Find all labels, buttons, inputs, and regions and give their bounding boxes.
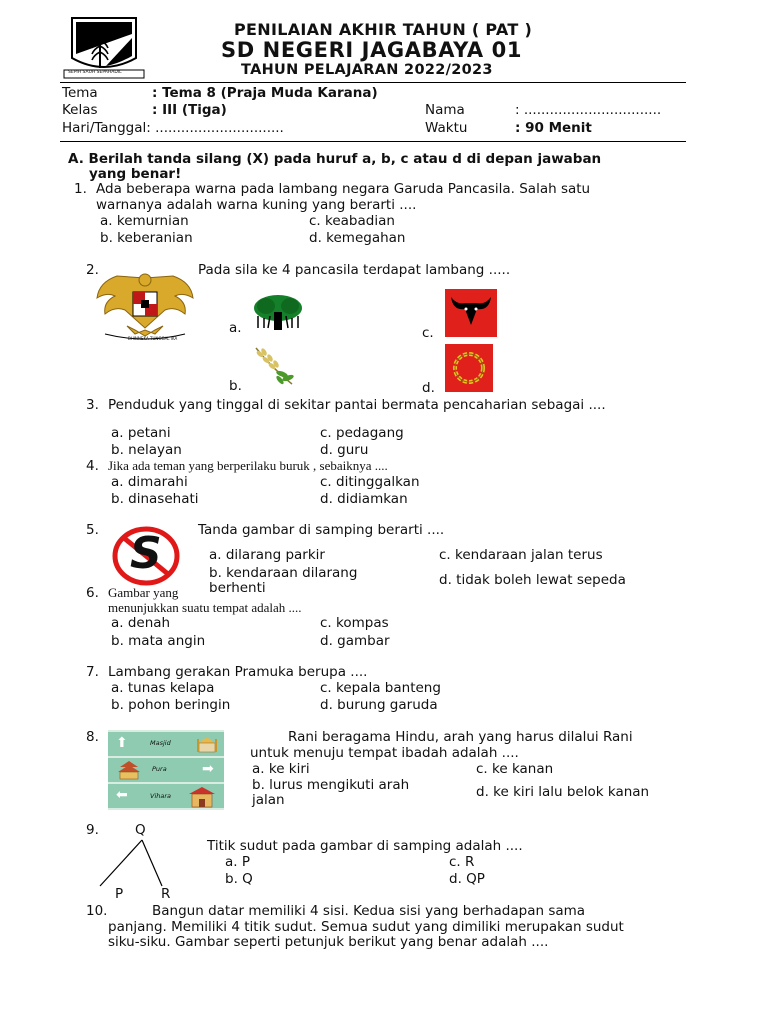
q9-text: Titik sudut pada gambar di samping adalah ....	[207, 838, 523, 854]
q7-text: Lambang gerakan Pramuka berupa ....	[108, 664, 368, 680]
mosque-icon	[196, 733, 218, 753]
garuda-caption: BHINNEKA TUNGGAL IKA	[128, 336, 178, 341]
q1-number: 1.	[74, 181, 87, 197]
arrow-left-icon: ⬅	[116, 787, 128, 803]
q7-option-c[interactable]: c. kepala banteng	[320, 680, 441, 696]
nama-field: : ................................	[515, 102, 662, 118]
q3-option-a[interactable]: a. petani	[111, 425, 171, 441]
q8-text: Rani beragama Hindu, arah yang harus dilalui Rani	[288, 729, 633, 745]
q9-option-d[interactable]: d. QP	[449, 871, 485, 887]
vihara-icon	[188, 786, 216, 808]
q2-option-c[interactable]: c.	[422, 325, 434, 341]
q5-option-b[interactable]: b. kendaraan dilarang	[209, 565, 358, 581]
info-divider	[60, 141, 686, 142]
q1-text-cont: warnanya adalah warna kuning yang berarti ....	[96, 197, 417, 213]
q10-text-cont: panjang. Memiliki 4 titik sudut. Semua sudut yang dimiliki merupakan sudut	[108, 919, 624, 935]
logo-motto: SEPIH SAUH SEPAHADIL	[68, 70, 122, 75]
exam-title: PENILAIAN AKHIR TAHUN ( PAT )	[234, 20, 533, 39]
q2-text: Pada sila ke 4 pancasila terdapat lambang .....	[198, 262, 511, 278]
q1-option-b[interactable]: b. keberanian	[100, 230, 193, 246]
beringin-tree-icon[interactable]	[252, 294, 304, 332]
school-year: TAHUN PELAJARAN 2022/2023	[241, 62, 493, 78]
q5-option-a[interactable]: a. dilarang parkir	[209, 547, 325, 563]
angle-figure	[96, 836, 186, 888]
waktu-label: Waktu	[425, 120, 468, 136]
q8-text-cont: untuk menuju tempat ibadah adalah ....	[250, 745, 519, 761]
q2-number: 2.	[86, 262, 99, 278]
q9-option-a[interactable]: a. P	[225, 854, 250, 870]
section-instruction: A. Berilah tanda silang (X) pada huruf a, b, c atau d di depan jawaban	[68, 151, 602, 167]
q3-option-d[interactable]: d. guru	[320, 442, 369, 458]
q2-option-b[interactable]: b.	[229, 378, 242, 394]
garuda-pancasila-icon	[95, 270, 195, 344]
q1-option-c[interactable]: c. keabadian	[309, 213, 395, 229]
q10-number: 10.	[86, 903, 108, 919]
sign-letter: S	[130, 528, 162, 579]
q10-text-cont2: siku-siku. Gambar seperti petunjuk berikut yang benar adalah ....	[108, 934, 549, 950]
q6-text-cont: menunjukkan suatu tempat adalah ....	[108, 600, 302, 615]
q3-option-b[interactable]: b. nelayan	[111, 442, 182, 458]
q4-option-b[interactable]: b. dinasehati	[111, 491, 199, 507]
q5-option-d[interactable]: d. tidak boleh lewat sepeda	[439, 572, 626, 588]
arrow-up-icon: ⬆	[116, 735, 128, 751]
q4-text: Jika ada teman yang berperilaku buruk , sebaiknya ....	[108, 458, 388, 473]
point-q-label: Q	[135, 822, 146, 838]
kelas-value: : III (Tiga)	[152, 102, 227, 118]
q10-text: Bangun datar memiliki 4 sisi. Kedua sisi yang berhadapan sama	[152, 903, 586, 919]
direction-signboard	[108, 730, 224, 810]
q4-option-d[interactable]: d. didiamkan	[320, 491, 408, 507]
q7-number: 7.	[86, 664, 99, 680]
point-r-label: R	[161, 886, 171, 902]
sign-pura: Pura	[152, 765, 167, 773]
padi-kapas-icon[interactable]	[252, 344, 298, 388]
header-divider	[60, 82, 686, 83]
q9-number: 9.	[86, 822, 99, 838]
q6-option-c[interactable]: c. kompas	[320, 615, 389, 631]
q8-option-d[interactable]: d. ke kiri lalu belok kanan	[476, 784, 650, 800]
q1-text: Ada beberapa warna pada lambang negara Garuda Pancasila. Salah satu	[96, 181, 591, 197]
tema-label: Tema	[62, 85, 98, 101]
kelas-label: Kelas	[62, 102, 98, 118]
q8-option-c[interactable]: c. ke kanan	[476, 761, 554, 777]
q3-text: Penduduk yang tinggal di sekitar pantai bermata pencaharian sebagai ....	[108, 397, 606, 413]
banteng-head-icon[interactable]	[445, 289, 497, 337]
hari-tanggal-field: Hari/Tanggal: ..............................	[62, 120, 284, 136]
q4-option-c[interactable]: c. ditinggalkan	[320, 474, 420, 490]
rantai-emas-icon[interactable]	[445, 344, 493, 392]
temple-pura-icon	[116, 760, 142, 780]
q5-text: Tanda gambar di samping berarti ....	[198, 522, 445, 538]
point-p-label: P	[115, 886, 124, 902]
q9-option-b[interactable]: b. Q	[225, 871, 253, 887]
q5-option-b-cont: berhenti	[209, 580, 266, 596]
q2-option-d[interactable]: d.	[422, 380, 435, 396]
q7-option-d[interactable]: d. burung garuda	[320, 697, 438, 713]
q5-option-c[interactable]: c. kendaraan jalan terus	[439, 547, 603, 563]
sign-vihara: Vihara	[150, 792, 172, 800]
section-instruction-cont: yang benar!	[89, 166, 182, 182]
q8-option-b-cont: jalan	[252, 792, 285, 808]
q2-option-a[interactable]: a.	[229, 320, 242, 336]
q5-number: 5.	[86, 522, 99, 538]
q8-option-a[interactable]: a. ke kiri	[252, 761, 310, 777]
q4-option-a[interactable]: a. dimarahi	[111, 474, 188, 490]
arrow-right-icon: ➡	[202, 761, 214, 777]
q6-option-b[interactable]: b. mata angin	[111, 633, 206, 649]
school-name: SD NEGERI JAGABAYA 01	[221, 38, 523, 62]
q3-number: 3.	[86, 397, 99, 413]
q1-option-a[interactable]: a. kemurnian	[100, 213, 189, 229]
q9-option-c[interactable]: c. R	[449, 854, 475, 870]
nama-label: Nama	[425, 102, 465, 118]
q8-number: 8.	[86, 729, 99, 745]
tema-value: : Tema 8 (Praja Muda Karana)	[152, 85, 378, 101]
q6-number: 6.	[86, 585, 99, 601]
q7-option-a[interactable]: a. tunas kelapa	[111, 680, 215, 696]
q3-option-c[interactable]: c. pedagang	[320, 425, 404, 441]
q6-option-d[interactable]: d. gambar	[320, 633, 390, 649]
q6-text: Gambar yang	[108, 585, 179, 600]
q1-option-d[interactable]: d. kemegahan	[309, 230, 406, 246]
sign-masjid: Masjid	[150, 739, 171, 747]
q6-option-a[interactable]: a. denah	[111, 615, 171, 631]
q7-option-b[interactable]: b. pohon beringin	[111, 697, 231, 713]
q8-option-b[interactable]: b. lurus mengikuti arah	[252, 777, 410, 793]
q4-number: 4.	[86, 458, 99, 474]
waktu-value: : 90 Menit	[515, 120, 592, 136]
